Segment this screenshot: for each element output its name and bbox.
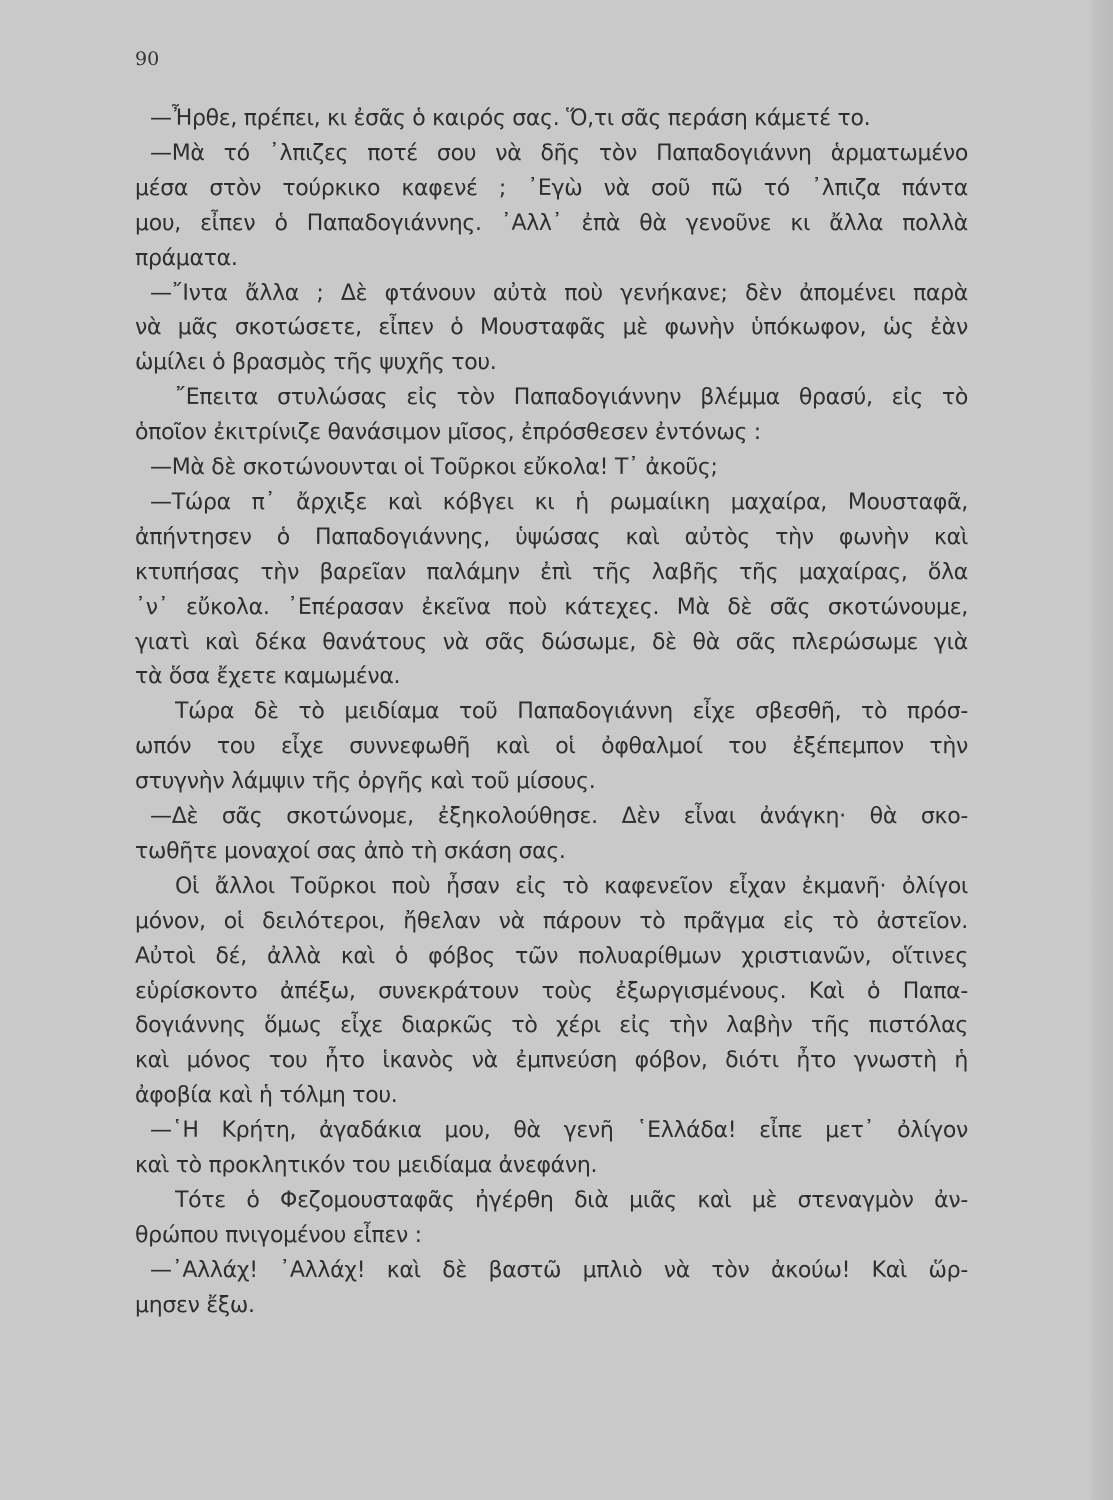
text-line: —Μὰ δὲ σκοτώνουνται οἱ Τοῦρκοι εὔκολα! Τ᾽ ἀκοῦς; [150, 455, 718, 480]
text-line: τὰ ὅσα ἔχετε καμωμένα. [135, 664, 401, 690]
text-line: ῎Επειτα στυλώσας εἰς τὸν Παπαδογιάννην βλέμμα θρασύ, εἰς τὸ [175, 385, 968, 411]
text-line: ὡμίλει ὁ βρασμὸς τῆς ψυχῆς του. [135, 350, 497, 376]
text-line: πράματα. [135, 245, 238, 271]
text-line: καὶ μόνος του ἦτο ἱκανὸς νὰ ἐμπνεύση φόβον, διότι ἦτο γνωστὴ ἡ [135, 1048, 968, 1074]
text-line: —῾Η Κρήτη, ἀγαδάκια μου, θὰ γενῆ ῾Ελλάδα! εἶπε μετ᾽ ὀλίγον [150, 1118, 968, 1144]
text-line: στυγνὴν λάμψιν τῆς ὀργῆς καὶ τοῦ μίσους. [135, 769, 596, 795]
text-line: Τώρα δὲ τὸ μειδίαμα τοῦ Παπαδογιάννη εἶχε σβεσθῆ, τὸ πρόσ- [175, 699, 968, 725]
text-line: γιατὶ καὶ δέκα θανάτους νὰ σᾶς δώσωμε, δὲ θὰ σᾶς πλερώσωμε γιὰ [135, 629, 968, 655]
text-line: κτυπήσας τὴν βαρεῖαν παλάμην ἐπὶ τῆς λαβῆς τῆς μαχαίρας, ὅλα [135, 559, 968, 585]
text-line: ἀφοβία καὶ ἡ τόλμη του. [135, 1083, 398, 1109]
page-number: 90 [135, 48, 160, 70]
text-line: δογιάννης ὅμως εἶχε διαρκῶς τὸ χέρι εἰς τὴν λαβὴν τῆς πιστόλας [135, 1013, 968, 1039]
text-line: μόνον, οἱ δειλότεροι, ἤθελαν νὰ πάρουν τὸ πρᾶγμα εἰς τὸ ἀστεῖον. [135, 908, 968, 934]
page-edge-shadow [1091, 0, 1113, 1500]
text-line: —Μὰ τό ᾽λπιζες ποτέ σου νὰ δῆς τὸν Παπαδογιάννη ἁρματωμένο [150, 140, 968, 166]
text-line: θρώπου πνιγομένου εἶπεν : [135, 1222, 422, 1248]
text-line: νὰ μᾶς σκοτώσετε, εἶπεν ὁ Μουσταφᾶς μὲ φωνὴν ὑπόκωφον, ὡς ἐὰν [135, 315, 968, 341]
text-line: —Τώρα π᾽ ἄρχιξε καὶ κόβγει κι ἡ ρωμαίικη μαχαίρα, Μουσταφᾶ, [150, 489, 968, 515]
text-line: ωπόν του εἶχε συννεφωθῆ καὶ οἱ ὀφθαλμοί του ἐξέπεμπον τὴν [135, 734, 968, 760]
text-line: —Ἦρθε, πρέπει, κι ἐσᾶς ὁ καιρός σας. Ὅ,τι σᾶς περάση κάμετέ το. [150, 106, 871, 131]
text-line: Τότε ὁ Φεζομουσταφᾶς ἠγέρθη διὰ μιᾶς καὶ μὲ στεναγμὸν ἀν- [175, 1187, 968, 1213]
text-line: μου, εἶπεν ὁ Παπαδογιάννης. ᾽Αλλ᾽ ἐπὰ θὰ γενοῦνε κι ἄλλα πολλὰ [135, 210, 968, 236]
text-line: ὁποῖον ἐκιτρίνιζε θανάσιμον μῖσος, ἐπρόσθεσεν ἐντόνως : [135, 420, 761, 446]
text-line: εὑρίσκοντο ἀπέξω, συνεκράτουν τοὺς ἐξωργισμένους. Καὶ ὁ Παπα- [135, 978, 968, 1004]
text-line: Αὐτοὶ δέ, ἀλλὰ καὶ ὁ φόβος τῶν πολυαρίθμων χριστιανῶν, οἵτινες [135, 943, 968, 969]
text-line: —῎Ιντα ἄλλα ; Δὲ φτάνουν αὐτὰ ποὺ γενήκανε; δὲν ἀπομένει παρὰ [150, 280, 968, 306]
text-line: μησεν ἔξω. [135, 1292, 255, 1318]
text-line: ἀπήντησεν ὁ Παπαδογιάννης, ὑψώσας καὶ αὐτὸς τὴν φωνὴν καὶ [135, 524, 968, 550]
text-line: —Δὲ σᾶς σκοτώνομε, ἐξηκολούθησε. Δὲν εἶναι ἀνάγκη· θὰ σκο- [150, 804, 968, 829]
text-line: μέσα στὸν τούρκικο καφενέ ; ᾽Εγὼ νὰ σοῦ πῶ τό ᾽λπιζα πάντα [135, 175, 968, 201]
text-line: ᾽ν᾽ εὔκολα. ᾽Επέρασαν ἐκεῖνα ποὺ κάτεχες. Μὰ δὲ σᾶς σκοτώνουμε, [135, 594, 968, 620]
text-line: καὶ τὸ προκλητικόν του μειδίαμα ἀνεφάνη. [135, 1153, 598, 1178]
text-line: Οἱ ἄλλοι Τοῦρκοι ποὺ ἦσαν εἰς τὸ καφενεῖον εἶχαν ἐκμανῆ· ὀλίγοι [175, 873, 968, 899]
text-line: τωθῆτε μοναχοί σας ἀπὸ τὴ σκάση σας. [135, 838, 566, 864]
text-line: —᾽Αλλάχ! ᾽Αλλάχ! καὶ δὲ βαστῶ μπλιὸ νὰ τὸν ἀκούω! Καὶ ὥρ- [150, 1257, 968, 1283]
